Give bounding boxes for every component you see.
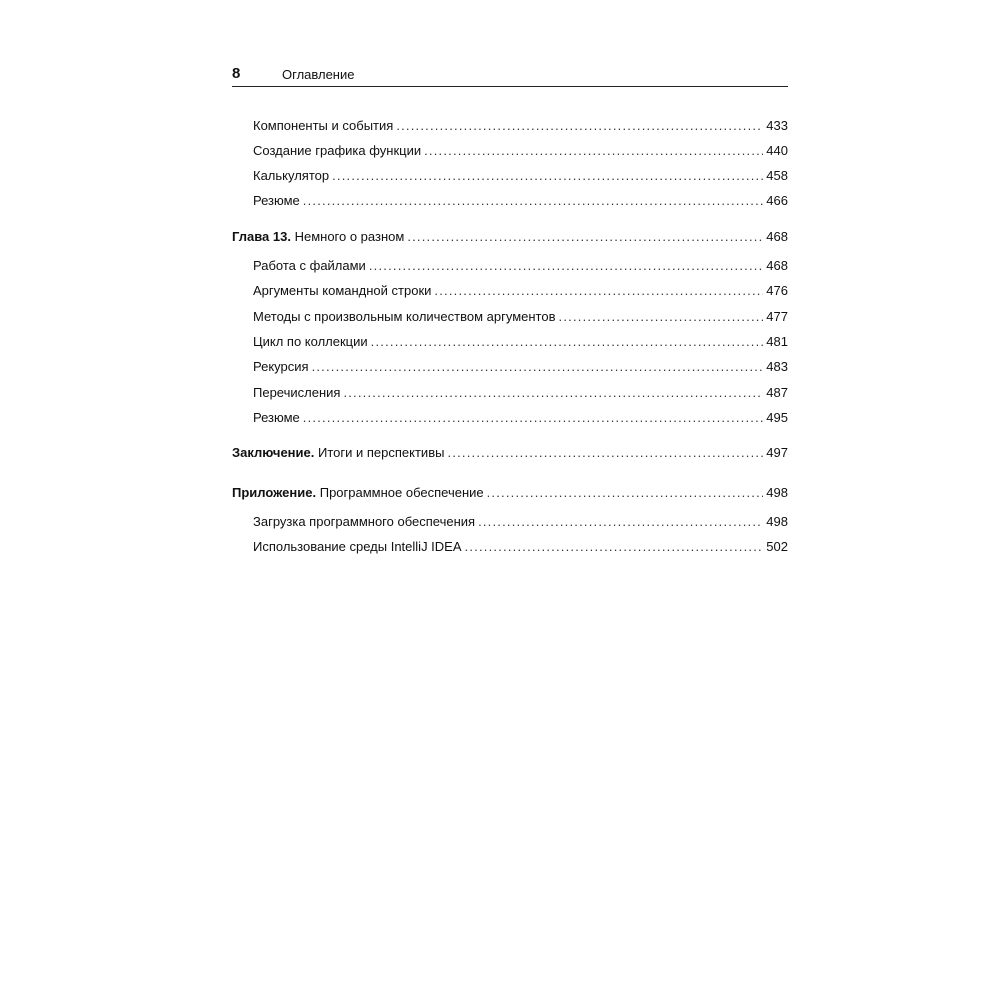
toc-entry[interactable] bbox=[253, 166, 788, 186]
dot-leader bbox=[434, 281, 763, 301]
dot-leader bbox=[369, 256, 763, 276]
dot-leader bbox=[407, 227, 763, 247]
toc-entry-page: 483 bbox=[766, 359, 788, 374]
toc-entry-title: Загрузка программного обеспечения bbox=[253, 514, 476, 529]
dot-leader bbox=[478, 512, 763, 532]
toc-entry-page: 440 bbox=[766, 143, 788, 158]
dot-leader bbox=[487, 483, 764, 503]
toc-entry-title: Резюме bbox=[253, 193, 300, 208]
dot-leader bbox=[312, 357, 764, 377]
toc-entry-title: Перечисления bbox=[253, 385, 341, 400]
running-title: Оглавление bbox=[282, 67, 355, 82]
toc-entry-prefix: Заключение. bbox=[232, 445, 315, 460]
dot-leader bbox=[332, 166, 763, 186]
toc-entry[interactable] bbox=[253, 256, 788, 276]
toc-entry-title: Создание графика функции bbox=[253, 143, 422, 158]
toc-entry[interactable] bbox=[253, 383, 788, 403]
toc-entry-title: Итоги и перспективы bbox=[318, 445, 445, 460]
dot-leader bbox=[303, 408, 764, 428]
dot-leader bbox=[424, 141, 763, 161]
toc-entry[interactable] bbox=[253, 116, 788, 136]
toc-entry[interactable] bbox=[253, 512, 788, 532]
dot-leader bbox=[371, 332, 764, 352]
toc-entry-page: 481 bbox=[766, 334, 788, 349]
toc-entry-page: 502 bbox=[766, 539, 788, 554]
toc-entry[interactable] bbox=[253, 281, 788, 301]
toc-entry-title: Работа с файлами bbox=[253, 258, 366, 273]
dot-leader bbox=[396, 116, 763, 136]
toc-entry-page: 498 bbox=[766, 485, 788, 500]
toc-entry-page: 468 bbox=[766, 258, 788, 273]
toc-entry[interactable] bbox=[253, 191, 788, 211]
toc-entry-page: 433 bbox=[766, 118, 788, 133]
toc-entry[interactable] bbox=[253, 332, 788, 352]
toc-entry-title: Рекурсия bbox=[253, 359, 309, 374]
toc-entry-page: 458 bbox=[766, 168, 788, 183]
toc-entry[interactable] bbox=[253, 408, 788, 428]
toc-entry[interactable] bbox=[253, 307, 788, 327]
toc-entry-page: 477 bbox=[766, 309, 788, 324]
toc-chapter-entry[interactable] bbox=[232, 227, 788, 247]
toc-entry-prefix: Глава 13. bbox=[232, 229, 291, 244]
toc-entry-title: Использование среды IntelliJ IDEA bbox=[253, 539, 462, 554]
toc-entry-page: 498 bbox=[766, 514, 788, 529]
toc-entry-title: Цикл по коллекции bbox=[253, 334, 368, 349]
toc-entry-title: Методы с произвольным количеством аргументов bbox=[253, 309, 556, 324]
toc-entry[interactable] bbox=[253, 357, 788, 377]
toc-entry-page: 468 bbox=[766, 229, 788, 244]
toc-entry[interactable] bbox=[253, 537, 788, 557]
toc-entry-title: Программное обеспечение bbox=[319, 485, 484, 500]
toc-entry-title: Немного о разном bbox=[294, 229, 405, 244]
toc-entry-title: Калькулятор bbox=[253, 168, 330, 183]
toc-entry-title: Аргументы командной строки bbox=[253, 283, 432, 298]
dot-leader bbox=[465, 537, 764, 557]
toc-chapter-entry[interactable] bbox=[232, 483, 788, 503]
dot-leader bbox=[447, 443, 763, 463]
toc-entry-title: Резюме bbox=[253, 410, 300, 425]
toc-entry-page: 476 bbox=[766, 283, 788, 298]
toc-entry-title: Компоненты и события bbox=[253, 118, 394, 133]
page-number: 8 bbox=[232, 65, 241, 82]
toc-entry[interactable] bbox=[253, 141, 788, 161]
toc-entry-page: 487 bbox=[766, 385, 788, 400]
header-rule bbox=[232, 86, 788, 87]
dot-leader bbox=[559, 307, 764, 327]
toc-entry-page: 466 bbox=[766, 193, 788, 208]
toc-entry-prefix: Приложение. bbox=[232, 485, 317, 500]
toc-entry-page: 495 bbox=[766, 410, 788, 425]
dot-leader bbox=[343, 383, 763, 403]
toc-chapter-entry[interactable] bbox=[232, 443, 788, 463]
toc-entry-page: 497 bbox=[766, 445, 788, 460]
dot-leader bbox=[303, 191, 764, 211]
page-header bbox=[232, 64, 788, 86]
